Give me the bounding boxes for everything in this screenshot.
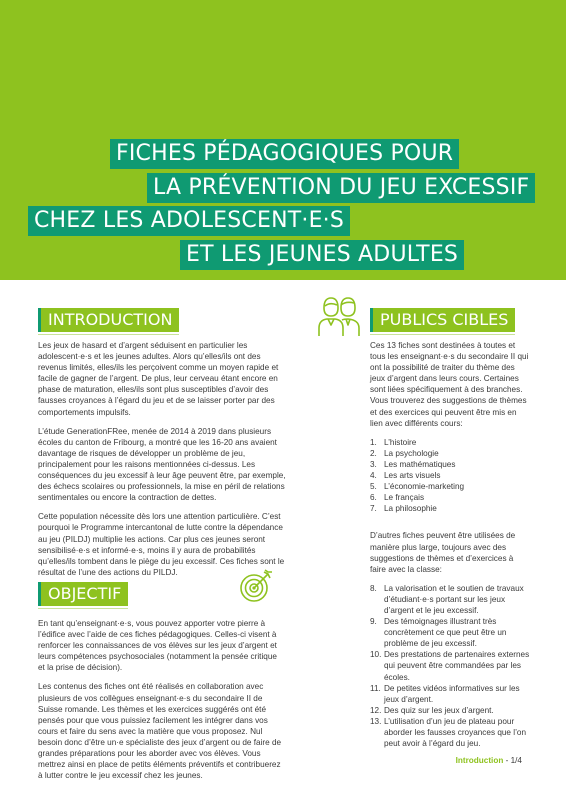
list-item (370, 437, 530, 448)
page-footer (456, 756, 522, 765)
list-item-text: L’histoire (384, 437, 417, 447)
list-item-text: De petites vidéos informatives sur les jeux d’argent. (384, 683, 520, 704)
publics-cibles-heading: PUBLICS CIBLES (370, 308, 515, 332)
list-item-number: 9. (370, 617, 377, 627)
footer-page-number: - 1/4 (503, 756, 522, 765)
list-item-text: La psychologie (384, 448, 439, 458)
list-item-number: 6. (370, 493, 377, 503)
list-item (370, 683, 530, 705)
title-line-1: FICHES PÉDAGOGIQUES POUR (110, 139, 459, 169)
publics-cibles-section (370, 340, 530, 749)
introduction-section (38, 340, 286, 586)
list-item-number: 1. (370, 437, 377, 447)
list-item (370, 649, 530, 682)
list-item-text: Les mathématiques (384, 459, 456, 469)
list-item (370, 481, 530, 492)
list-item (370, 492, 530, 503)
objectif-heading: OBJECTIF (38, 582, 128, 606)
list-item-number: 13. (370, 716, 382, 726)
people-icon (316, 294, 362, 343)
list-item-text: Des prestations de partenaires externes qui peuvent être commandées par les écoles. (384, 650, 530, 682)
list-item-number: 3. (370, 459, 377, 469)
list-item-text: L’économie-marketing (384, 482, 465, 492)
list-item (370, 705, 530, 716)
list-item (370, 716, 530, 749)
introduction-paragraph-1: Les jeux de hasard et d’argent séduisent en particulier les adolescent·e·s et les jeunes adultes. Alors qu’elles/ils ont des revenus limités, elles/ils les perçoivent comme un moyen rapide et facile de gagner de l’argent. De plus, leur cerveau étant encore en phase de maturation, elles/ils sont plus susceptibles d’avoir des fausses croyances à l’égard du jeu et de se laisser porter par des comportements impulsifs. (38, 341, 279, 417)
activities-list (370, 583, 530, 749)
objectif-paragraph-1: En tant qu’enseignant·e·s, vous pouvez apporter votre pierre à l’édifice avec l’aide de ces fiches pédagogiques. Celles-ci visent à renforcer les connaissances de vos élèves sur les jeux d’argent et leurs compétences psychosociales (notamment la pensée critique et la prise de décision). (38, 619, 277, 673)
title-line-2: LA PRÉVENTION DU JEU EXCESSIF (147, 173, 535, 203)
introduction-paragraph-3: Cette population nécessite dès lors une attention particulière. C’est pourquoi le Programme intercantonal de lutte contre la dépendance au jeu (PILDJ) multiplie les actions. Car plus ces jeunes seront sensibilisé·e·s et informé·e·s, moins il y aura de probabilités qu’elles/ils tombent dans le piège du jeu excessif. Ces fiches sont le résultat de l’une des actions du PILDJ. (38, 512, 285, 577)
list-item-text: Le français (384, 493, 425, 503)
list-item-text: Des témoignages illustrant très concrètement ce que peut être un problème de jeu excessif. (384, 617, 507, 649)
subjects-list (370, 437, 530, 515)
list-item (370, 470, 530, 481)
title-line-3: CHEZ LES ADOLESCENT·E·S (28, 206, 350, 236)
introduction-paragraph-2: L’étude GenerationFRee, menée de 2014 à 2019 dans plusieurs écoles du canton de Fribourg, a montré que les 16-20 ans avaient davantage de risques de développer un problème de jeu, principalement pour les raisons mentionnées ci-dessus. Les conséquences du jeu excessif à leur âge peuvent être, par exemple, des échecs scolaires ou professionnels, la mise en péril de relations sentimentales ou encore la contraction de dettes. (38, 426, 286, 503)
list-item-number: 11. (370, 683, 381, 693)
list-item (370, 583, 530, 616)
publics-paragraph-2: D’autres fiches peuvent être utilisées de manière plus large, toujours avec des suggestions de thèmes et d’exercices à faire avec la classe: (370, 531, 516, 574)
list-item-number: 10. (370, 650, 382, 660)
list-item-text: L’utilisation d’un jeu de plateau pour aborder les fausses croyances que l’on peut avoir à l’égard du jeu. (384, 716, 526, 749)
list-item-number: 5. (370, 482, 377, 492)
list-item-number: 4. (370, 471, 377, 481)
target-icon (238, 568, 274, 609)
introduction-heading: INTRODUCTION (38, 308, 179, 332)
list-item (370, 616, 530, 649)
list-item-text: La valorisation et le soutien de travaux d’étudiant·e·s portant sur les jeux d’argent et le jeu excessif. (384, 583, 524, 615)
footer-section-label: Introduction (455, 756, 504, 765)
list-item-number: 7. (370, 504, 377, 514)
list-item (370, 448, 530, 459)
list-item-number: 8. (370, 583, 377, 593)
list-item-text: La philosophie (384, 504, 437, 514)
list-item-number: 12. (370, 705, 382, 715)
list-item (370, 503, 530, 514)
objectif-section (38, 618, 286, 789)
publics-paragraph-1: Ces 13 fiches sont destinées à toutes et tous les enseignant·e·s du secondaire II qui ont la possibilité de traiter du thème des jeux d’argent dans leurs cours. Certaines sont liées spécifiquement à des branches. Vous trouverez des suggestions de thèmes et des exercices qui peuvent être mis en lien avec différents cours: (370, 341, 529, 428)
list-item (370, 459, 530, 470)
list-item-text: Des quiz sur les jeux d’argent. (384, 705, 494, 715)
list-item-number: 2. (370, 448, 377, 458)
list-item-text: Les arts visuels (384, 471, 441, 481)
title-line-4: ET LES JEUNES ADULTES (180, 240, 464, 270)
objectif-paragraph-2: Les contenus des fiches ont été réalisés en collaboration avec plusieurs de vos collègues enseignant·e·s du secondaire II de Suisse romande. Les thèmes et les exercices suggérés ont été pensés pour que vous puissiez facilement les intégrer dans vos cours et faire du sens avec la matière que vous proposez. Nul besoin donc d’être un·e spécialiste des jeux d’argent ou de faire de grandes préparations pour les aborder avec vos élèves. Vous mettrez ainsi en place de petits éléments préventifs et contribuerez à lutter contre le jeu excessif chez les jeunes. (38, 682, 282, 781)
